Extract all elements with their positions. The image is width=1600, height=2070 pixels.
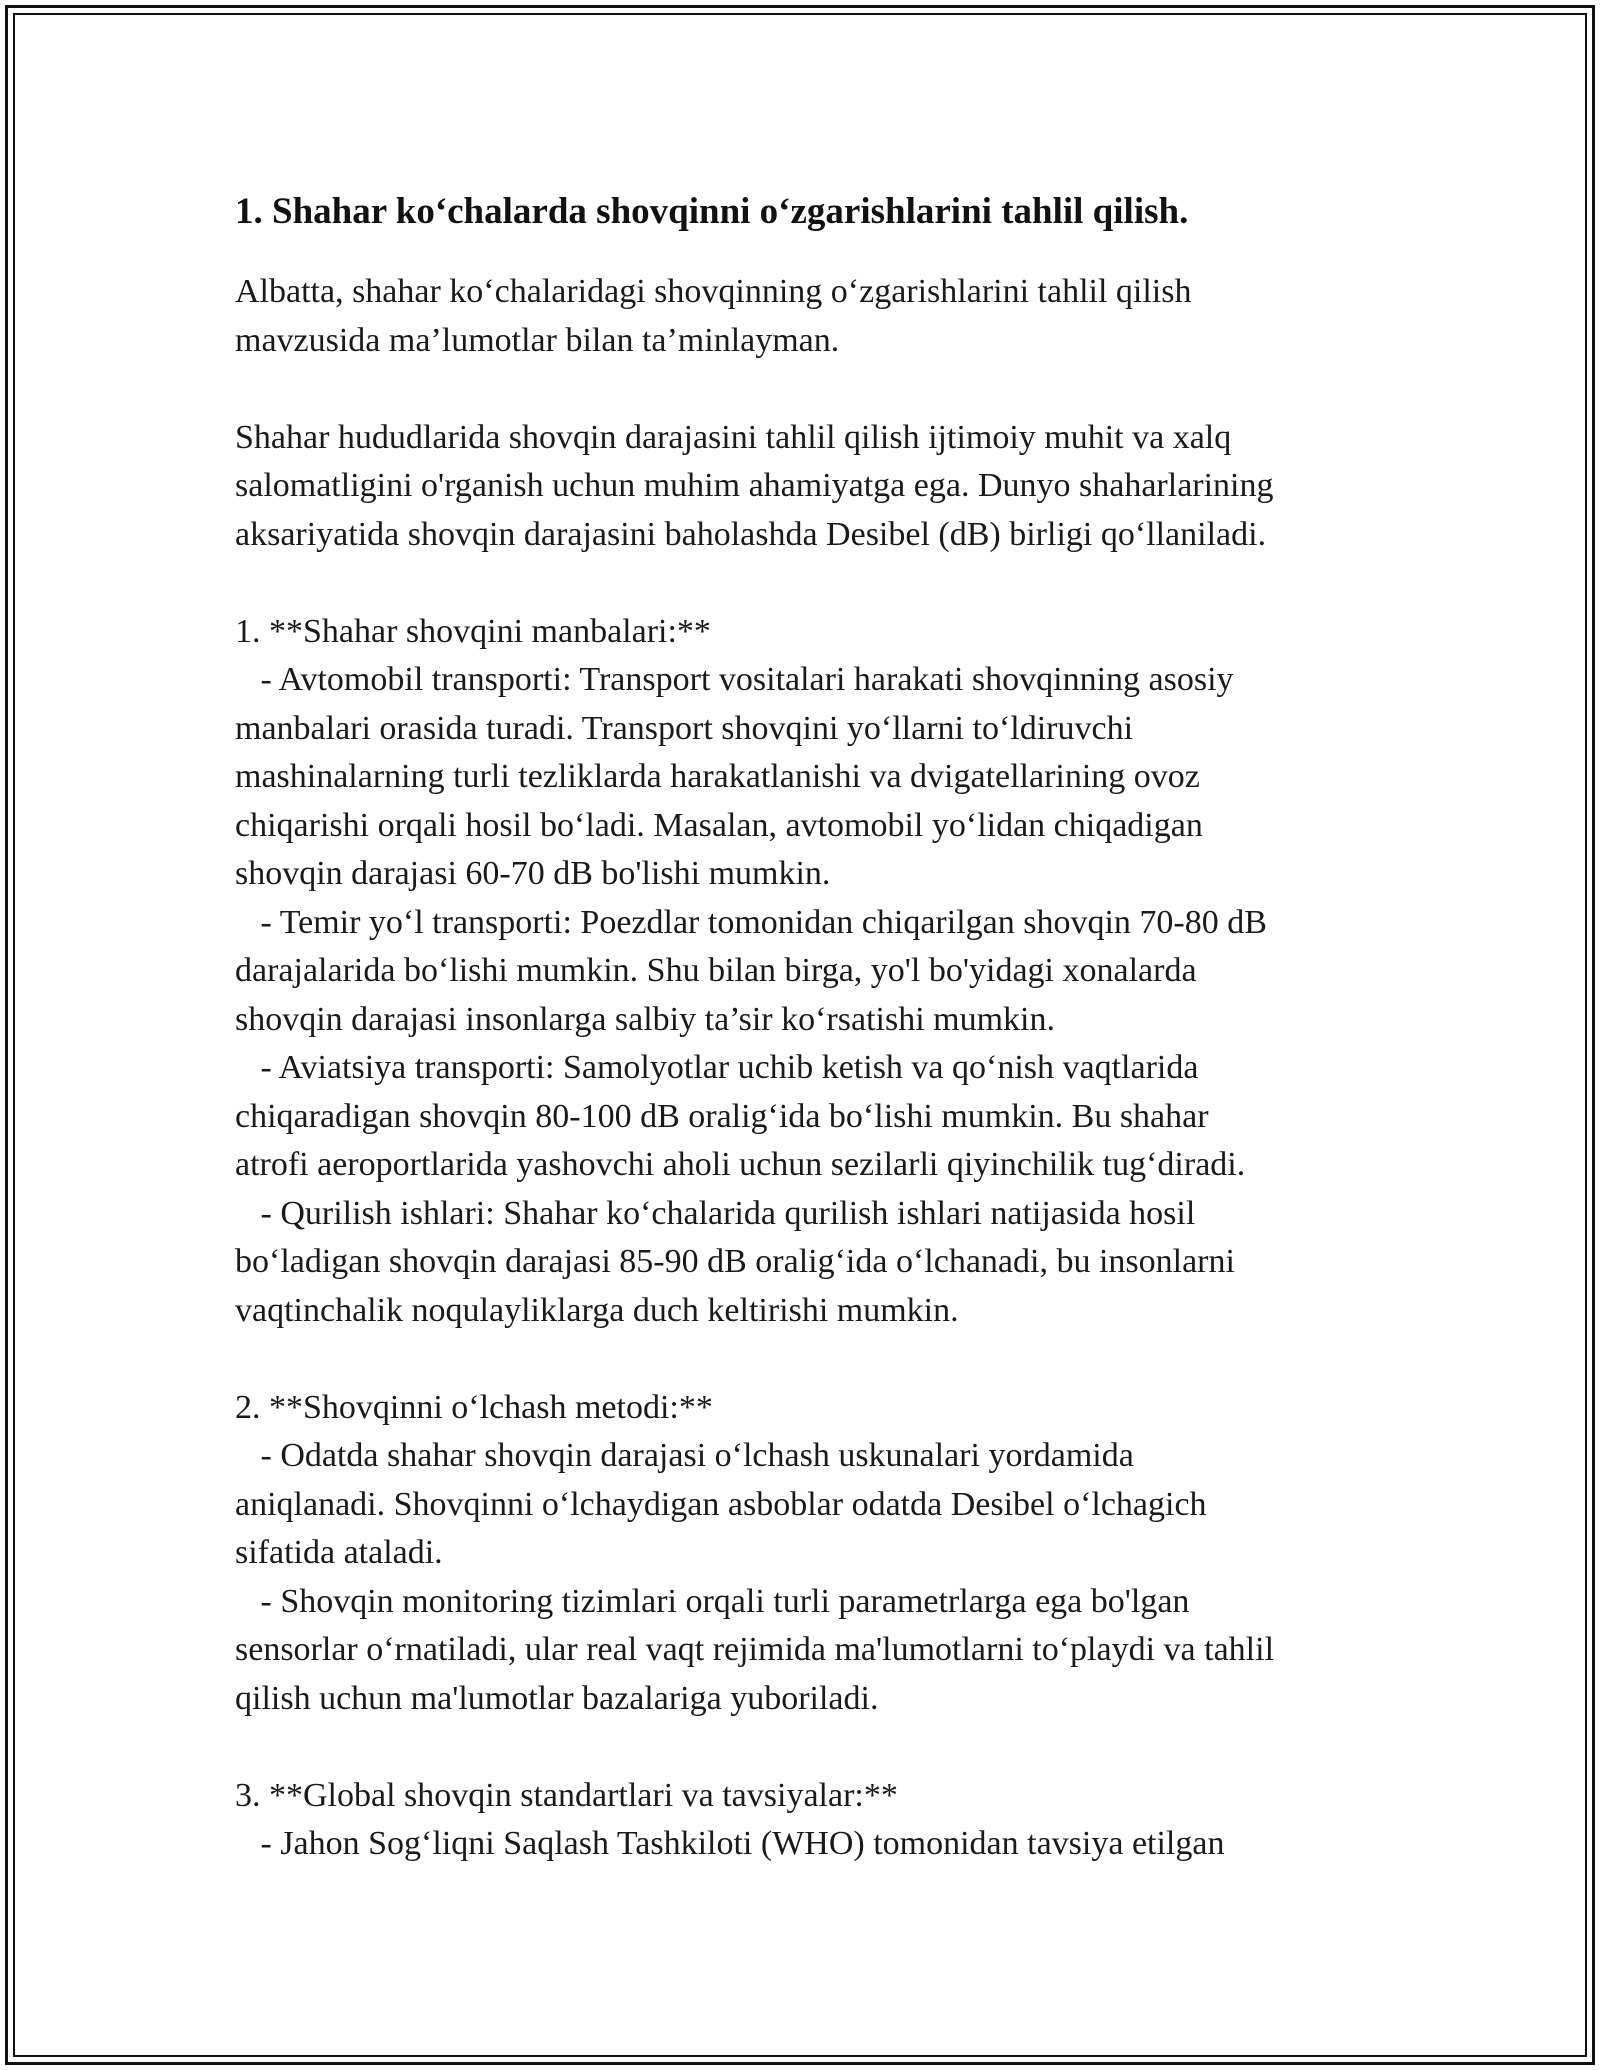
- text-line: shovqin darajasi 60-70 dB bo'lishi mumkin.: [235, 855, 831, 892]
- text-line: - Avtomobil transporti: Transport vositalari harakati shovqinning asosiy: [235, 661, 1234, 698]
- text-line: mashinalarning turli tezliklarda harakatlanishi va dvigatellarining ovoz: [235, 758, 1200, 795]
- paragraph-gap: [235, 559, 1395, 608]
- document-page: [235, 188, 1395, 1869]
- text-line: Albatta, shahar ko‘chalaridagi shovqinning o‘zgarishlarini tahlil qilish: [235, 273, 1192, 310]
- text-line: atrofi aeroportlarida yashovchi aholi uchun sezilarli qiyinchilik tug‘diradi.: [235, 1146, 1246, 1183]
- text-line: - Temir yo‘l transporti: Poezdlar tomonidan chiqarilgan shovqin 70-80 dB: [235, 903, 1267, 941]
- text-line: chiqaradigan shovqin 80-100 dB oralig‘ida bo‘lishi mumkin. Bu shahar: [235, 1097, 1209, 1135]
- text-line: bo‘ladigan shovqin darajasi 85-90 dB oralig‘ida o‘lchanadi, bu insonlarni: [235, 1243, 1235, 1280]
- text-line: mavzusida ma’lumotlar bilan ta’minlayman.: [235, 321, 840, 359]
- paragraph-gap: [235, 1335, 1395, 1384]
- paragraph-gap: [235, 1723, 1395, 1772]
- text-line: shovqin darajasi insonlarga salbiy ta’sir ko‘rsatishi mumkin.: [235, 1000, 1055, 1038]
- text-line: manbalari orasida turadi. Transport shovqini yo‘llarni to‘ldiruvchi: [235, 709, 1134, 747]
- text-line: sifatida ataladi.: [235, 1534, 443, 1571]
- text-line: - Qurilish ishlari: Shahar ko‘chalarida qurilish ishlari natijasida hosil: [235, 1194, 1196, 1232]
- text-line: - Jahon Sog‘liqni Saqlash Tashkiloti (WHO) tomonidan tavsiya etilgan: [235, 1825, 1225, 1862]
- text-line: 1. **Shahar shovqini manbalari:**: [235, 612, 711, 650]
- text-line: aniqlanadi. Shovqinni o‘lchaydigan asboblar odatda Desibel o‘lchagich: [235, 1485, 1207, 1523]
- text-line: - Aviatsiya transporti: Samolyotlar uchib ketish va qo‘nish vaqtlarida: [235, 1049, 1199, 1086]
- text-line: 3. **Global shovqin standartlari va tavsiyalar:**: [235, 1776, 898, 1814]
- text-line: - Shovqin monitoring tizimlari orqali turli parametrlarga ega bo'lgan: [235, 1582, 1190, 1620]
- text-line: aksariyatida shovqin darajasini baholashda Desibel (dB) birligi qo‘llaniladi.: [235, 515, 1267, 553]
- text-line: darajalarida bo‘lishi mumkin. Shu bilan birga, yo'l bo'yidagi xonalarda: [235, 952, 1197, 989]
- document-body: [235, 268, 1395, 1869]
- text-line: qilish uchun ma'lumotlar bazalariga yuboriladi.: [235, 1679, 879, 1717]
- text-line: Shahar hududlarida shovqin darajasini tahlil qilish ijtimoiy muhit va xalq: [235, 418, 1232, 456]
- document-title: 1. Shahar ko‘chalarda shovqinni o‘zgarishlarini tahlil qilish.: [235, 191, 1189, 232]
- text-line: - Odatda shahar shovqin darajasi o‘lchash uskunalari yordamida: [235, 1437, 1134, 1474]
- text-line: 2. **Shovqinni o‘lchash metodi:**: [235, 1388, 713, 1426]
- paragraph-gap: [235, 365, 1395, 414]
- text-line: salomatligini o'rganish uchun muhim ahamiyatga ega. Dunyo shaharlarining: [235, 467, 1274, 504]
- text-line: chiqarishi orqali hosil bo‘ladi. Masalan, avtomobil yo‘lidan chiqadigan: [235, 806, 1203, 844]
- text-line: vaqtinchalik noqulayliklarga duch keltirishi mumkin.: [235, 1291, 959, 1329]
- text-line: sensorlar o‘rnatiladi, ular real vaqt rejimida ma'lumotlarni to‘playdi va tahlil: [235, 1631, 1275, 1668]
